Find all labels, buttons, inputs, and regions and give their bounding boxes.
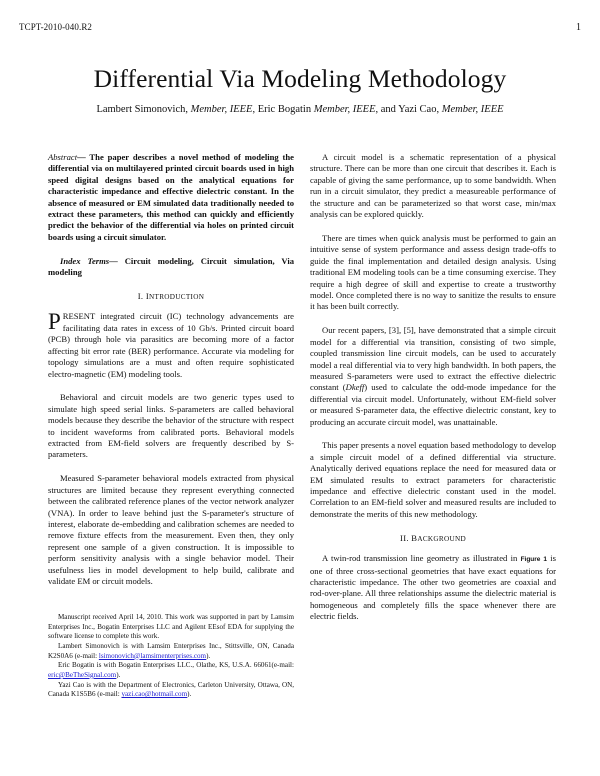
- index-terms-text: — Circuit modeling, Circuit simulation, Via modeling: [48, 255, 294, 278]
- abstract-text: — The paper describes a novel method of modeling the differential via on multilayered printed circuit boards used in high speed digital designs based on the analytical equations for characteristic impedance and effective dielectric constant. In the absence of measured or EM simulated data traditionally needed to extract these parameters, this method can quickly and efficiently predict the behavior of the differential via holes on printed circuit boards using a circuit simulator.: [48, 152, 294, 242]
- drop-cap: P: [48, 309, 61, 335]
- abstract: [48, 152, 294, 243]
- background-paragraph-1: A twin-rod transmission line geometry as illustrated in Figure 1 is one of three cross-sectional geometries that have exact equations for characteristic impedance. The other two geometries are coaxial and rod-over-plane. All three relationships assume the dielectric material is homogeneous and completely fills the space whenever there are electric fields.: [310, 553, 556, 622]
- email-link-1[interactable]: lsimonovich@lamsimenterprises.com: [98, 651, 207, 660]
- page-number: 1: [576, 22, 581, 33]
- author-1: Lambert Simonovich,: [96, 104, 189, 115]
- right-paragraph-1: A circuit model is a schematic representation of a physical structure. There can be more than one circuit that describes it. Each is capable of giving the same performance, up to some bandwidth. When run in a circuit simulator, they predict a measureable performance of the structure and can be parameterized so that worst case, min/max analysis can be explored quickly.: [310, 152, 556, 220]
- intro-paragraph-2: Behavioral and circuit models are two generic types used to simulate high speed serial links. S-parameters are called behavioral models because they describe the behavior of the structure with respect to incident waveforms from calibrated ports. Behavioral models extracted from EM-field solvers are frequently described by S-parameters.: [48, 392, 294, 460]
- author-2-role: Member, IEEE: [313, 104, 376, 115]
- author-3: , and Yazi Cao,: [375, 104, 440, 115]
- right-column: [310, 152, 556, 635]
- paper-title: Differential Via Modeling Methodology: [93, 64, 507, 93]
- email-link-2[interactable]: eric@BeTheSignal.com: [48, 670, 117, 679]
- index-terms-label: Index Terms: [60, 255, 110, 266]
- right-paragraph-3: Our recent papers, [3], [5], have demonstrated that a simple circuit model for a differential via transition, consisting of two simple, coupled transmission line circuit models, can be used to accurately model a real differential via to very high bandwidth. In both papers, the measured S-parameters were used to extract the effective dielectric constant (Dkeff) used to calculate the odd-mode impedance for the differential via circuit model. Unfortunately, without EM-field solver or measured S-parameter data, the effective dielectric constant, key to producing an accurate circuit model, was unattainable.: [310, 325, 556, 427]
- intro-paragraph-1: PRESENT integrated circuit (IC) technology advancements are facilitating data rates in excess of 10 Gb/s. Printed circuit board (PCB) through hole via parasitics are becoming more of a factor affecting bit error rate (BER) performance. Accurate via modeling for topology simulations are a must and often require sophisticated electro-magnetic (EM) modeling tools.: [48, 309, 294, 379]
- running-header: TCPT-2010-040.R2: [19, 22, 93, 32]
- section-heading-background: II. BACKGROUND: [400, 532, 466, 543]
- footnote-author-1: Lambert Simonovich is with Lamsim Enterprises Inc., Stittsville, ON, Canada K2S0A6 (e-mail: lsimonovich@lamsimenterprises.com).: [48, 642, 294, 660]
- email-link-3[interactable]: yazi.cao@hotmail.com: [121, 690, 188, 699]
- footnote-author-3: Yazi Cao is with the Department of Electronics, Carleton University, Ottawa, ON, Canada K1S5B6 (e-mail: yazi.cao@hotmail.com).: [48, 680, 294, 699]
- author-3-role: Member, IEEE: [441, 104, 504, 115]
- footnotes: [48, 613, 294, 699]
- dkeff-symbol: Dkeff: [345, 382, 365, 393]
- index-terms: [48, 256, 294, 279]
- left-column: [48, 152, 294, 700]
- author-line: [0, 104, 600, 115]
- footnote-manuscript: Manuscript received April 14, 2010. This work was supported in part by Lamsim Enterprises Inc., Bogatin Enterprises LLC and Agilent EEsof EDA for supplying the software license to complete this work.: [48, 613, 294, 641]
- section-heading-introduction: I. INTRODUCTION: [137, 291, 205, 302]
- figure-reference[interactable]: Figure 1: [520, 556, 547, 564]
- author-1-role: Member, IEEE: [190, 104, 253, 115]
- author-2: , Eric Bogatin: [252, 104, 312, 115]
- abstract-label: Abstract: [48, 152, 78, 162]
- footnote-author-2: Eric Bogatin is with Bogatin Enterprises LLC., Olathe, KS, U.S.A. 66061(e-mail: eric@BeTheSignal.com).: [48, 661, 294, 679]
- right-paragraph-4: This paper presents a novel equation based methodology to develop a simple circuit model of a defined differential via structure. Analytically derived equations replace the need for measured data or EM simulated results to extract parameters for characteristic impedance and effective dielectric constant used in the model. Correlation to an EM-field solver and measured results are included to demonstrate the merits of this new methodology.: [310, 440, 556, 519]
- right-paragraph-2: There are times when quick analysis must be performed to gain an intuitive sense of system performance and assess design trade-offs to guide the final implementation and detailed design analysis. Using traditional EM modeling tools can be a time consuming exercise. They require a high degree of skill and expertise to create a trustworthy model. Once completed there is no way to sanitize the results to ensure it has been built correctly.: [310, 232, 556, 312]
- intro-paragraph-3: Measured S-parameter behavioral models extracted from physical structures are limited because they represent everything connected between the calibrated reference planes of the vector network analyzer (VNA). In order to leave behind just the S-parameter's structure of interest, elaborate de-embedding and calibration schemes are needed to remove fixture effects from the measurement. Even then, they only represent one sample of a given construction. It is impossible to perform sensitivity analysis with a single behavior model. Their usefulness lies in model development to help build, calibrate and validate EM or circuit models.: [48, 473, 294, 586]
